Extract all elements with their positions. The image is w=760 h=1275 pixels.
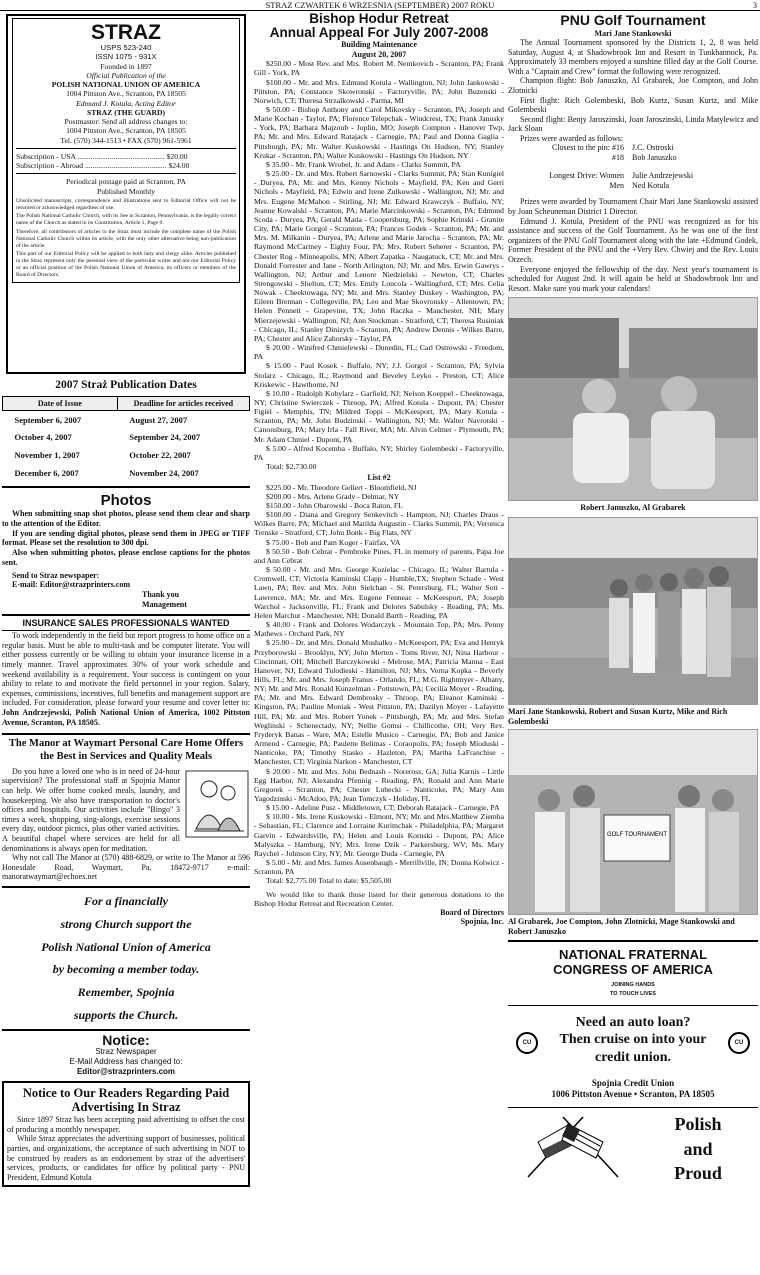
credit-union-address: 1006 Pittston Avenue • Scranton, PA 18505 xyxy=(551,1088,715,1099)
loan-line1: Need an auto loan? xyxy=(575,1014,691,1030)
retreat-date: August 20, 2007 xyxy=(351,49,407,59)
list2-total: Total: $2,775.00 Total to date: $5,505.00 xyxy=(266,876,392,886)
manor-p2: Why not call The Manor at (570) 488-6829, or write to The Manor at 596 Honesdale Road, Waymart, Pa. 18472-9717 e-mail: manoratwaymart@echoes.net xyxy=(2,853,250,882)
golf-author: Mari Jane Stankowski xyxy=(594,28,672,38)
list-item xyxy=(522,143,758,153)
slogan-line: Polish National Union of America xyxy=(41,939,211,954)
manor-title: The Manor at Waymart Personal Care Home Offers the Best in Services and Quality Meals xyxy=(2,733,250,764)
support-slogan xyxy=(2,886,250,1031)
donor-entry: $150.00 - John Obarowski - Boca Raton, FL xyxy=(266,501,403,510)
photos-email: E-mail: Editor@strazprinters.com xyxy=(12,580,131,590)
middle-column xyxy=(254,12,504,1274)
credit-union-logo-right: CU xyxy=(728,1032,750,1054)
golf-p5: Prizes were awarded as follows: xyxy=(520,133,624,143)
photo-2-caption: Mari Jane Stankowski, Robert and Susan Kurtz, Mike and Rich Golembeski xyxy=(508,707,728,726)
donor-entry: $ 50.50 - Bob Cebrat - Pembroke Pines, FL in memory of parents, Papa Joe and Ann Cebrat xyxy=(254,546,504,565)
slogan-line: For a financially xyxy=(83,893,168,908)
photos-p2: If you are sending digital photos, please send them in JPEG or TIFF format. Please set the resolution to 300 dpi. xyxy=(2,528,250,548)
nfca-tagline1: JOINING HANDS xyxy=(611,981,655,988)
retreat-building: Building Maintenance xyxy=(341,40,417,50)
subscription-abroad: Subscription - Abroad ........................................... $24.00 xyxy=(16,161,190,170)
prize-winner: Ned Kotula xyxy=(632,181,670,191)
donor-entry: $ 10.00 - Ms. Irene Kuskowski - Elmont, NY; Mr. and Mrs.Matthew Ziemba - Sebastian, FL; Clarence and Lorraine Kurimchak - Philadelphia, PA; Margaret Garvin - Edwardsville, PA; Helen and Louis Kornski - Dupont, PA; Alice Malyszka - Hamburg, NY; Mrs. Irene Dzik - Parkersburg, WV; Ms. Mary Raychel - Johnson City, NY; Mr. George Duda - Carnegie, PA xyxy=(254,812,504,858)
signature-board: Board of Directors xyxy=(440,907,504,917)
table-row xyxy=(3,447,250,465)
insurance-body xyxy=(2,631,250,727)
deadline-date: October 22, 2007 xyxy=(129,450,191,461)
editorial-policy-3: Therefore, all contributors of articles to the Straz must include the complete name of the Polish National Catholic Church within its article, with the only other alternative being non-publication of the article. xyxy=(16,229,236,249)
deadline-date: August 27, 2007 xyxy=(129,414,188,425)
issn-number: ISSN 1075 - 931X xyxy=(95,52,157,62)
golf-photo-1 xyxy=(508,297,758,501)
polish-proud-ad xyxy=(508,1107,758,1185)
golf-p7: Edmund J. Kotula, President of the PNU was recognized as for his assistance and success of the Golf Tournament. As he was one of the first organizers of the PNU Golf Tournament along with the late +Edmund Godek, Former President of the PNU and the +Very Rev. Chwiej and the Rev. Louis Orzech. xyxy=(508,216,758,265)
retreat-subtitle: Annual Appeal For July 2007-2008 xyxy=(269,25,489,41)
list-item xyxy=(522,163,758,171)
prize-winner: Julie Andrzejewski xyxy=(632,171,694,181)
issue-date: December 6, 2007 xyxy=(14,468,79,479)
golf-p4: Second flight: Benjy Jaroszinski, Joan Jaroszinski, Linda Matylewicz and Jack Sloan xyxy=(508,114,758,134)
notice-email: Editor@strazprinters.com xyxy=(76,1066,176,1076)
masthead-box xyxy=(6,14,246,374)
notice-line2: E-Mail Address has changed to: xyxy=(69,1056,183,1066)
nfca-line1: NATIONAL FRATERNAL xyxy=(558,947,708,963)
loan-line2: Then cruise on into your xyxy=(559,1032,707,1048)
golf-p1: The Annual Tournament sponsored by the Districts 1, 2, 8 was held Saturday, August 4, at Shadowbrook Inn and Resort in Tunkhannock, Pa. Approximately 33 members enjoyed a sunshine filled day at the Golf Course. With a "Captain and Crew" format the following were recognized. xyxy=(508,37,758,76)
readers-title: Notice to Our Readers Regarding Paid Advertising In Straz xyxy=(22,1085,230,1115)
golf-p6: Prizes were awarded by Tournament Chair Mari Jane Stankowski assisted by Joan Scheuneman District 1 Director. xyxy=(508,197,758,217)
donor-entry: $ 10.00 - Rudolph Kobylarz - Garfield, NJ; Nelson Koeppel - Cheektowaga, NY; Christine Swierczek - Throop, PA; Alfred Kotula - Dupont, PA; Chester Figiel - Memphis, TN; Mildred Toppi - McKeesport, PA; Mary Kotula - Scranton, PA; Mr. John Budzinski - Wallington, NJ; Mr. Walter Navrotski - Canonsburg, PA; Mary Irla - Fall River, MA; Mr. Alvin Celmer - Plymouth, PA; Mr. Adam Chmiel - Dupont, PA xyxy=(254,388,504,444)
acting-editor: Edmund J. Kotula, Acting Editor xyxy=(76,98,176,108)
photos-thanks: Thank you xyxy=(142,590,180,600)
prize-category: #18 xyxy=(612,153,624,163)
tel-fax: Tel. (570) 344-1513 • FAX (570) 961-5961 xyxy=(60,135,192,145)
founded: Founded in 1897 xyxy=(100,61,152,71)
donor-entry: $ 50.00 - Bishop Anthony and Carol Mikovsky - Scranton, PA; Joseph and Marie Kochan - Taylor, PA; Florence Telepchak - Windcrest, TX; Frank Janusky - York, PA; Barbara Majzoub - Joplin, MO; Joseph Compton - Hanover Twp, PA; Mr. and Mrs. Edward Ratajack - Carnegie, PA; Paul and Donna Gaglia - Pittsburgh, PA; Mr. Walter Kuskowski - Hastings On Hudson, NY; Stanley Krukar - Scranton, PA; Walter Kuskowski - Hastings On Hudson, NY xyxy=(254,105,504,160)
donor-entry: $ 25.00 - Dr. and Mrs. Donald Mushalko - McKeesport, PA; Eva and Henryk Przyborowski - Brooklyn, NY; John Merten - Toms River, NJ; Nina Harbour - Cincinnati, OH; Mitchell Barczykowski - Melrose, MA; Patricia Manna - East Hanover, NJ; Edward Tulodieski - Hamilton, NJ; Mrs. Verna Kopka - Beverly Hills, FL; Mr. and Mrs. Joseph Franus - Orlando, FL; M.G. Rightmyer - Albany, NY; Mr. and Mrs. Ronald Kunzelman - Pottstown, PA; Cecilia Moyer - Reading, PA; Mr. and Mrs. Edward Dembrosky - Throop, PA; Eleanor Kaminski - Kingston, PA; Pauline Moniak - West Pittston, PA; Dazilyn Moyer - Lafayette Hill, PA; Mr. and Mrs. Robert Yonek - Pittsburgh, PA; Mr. and Mrs. Stefan Weglinski - Schenectady, NY; Nellie Gomsi - Chillicothe, OH; Very Rev. Fryderyk Banas - Ware, MA; Estelle Musico - Carnegie, PA; Bob and Janice Armend - Carnegie, PA; Paulette Belimas - Coraopolis, PA; Joseph Mioduski - Nanticoke, PA; Timothy Stasko - Hazleton, PA; Martha LaFranchise - Manchester, CT; Virginia Narkon - Manchester, CT xyxy=(254,638,504,767)
slogan-line: by becoming a member today. xyxy=(52,962,200,977)
list2-title: List #2 xyxy=(367,473,391,483)
slogan-line: Remember, Spojnia xyxy=(77,985,175,1000)
prize-category: Closest to the pin: #16 xyxy=(552,143,624,153)
readers-p2: While Straz appreciates the advertising support of businesses, political parties, and organizations, the acceptance of such advertising in NOT to be construed by readers as an endorsement by straz of the advertisers' services, products, or candidates for office by political party - PNU President, Edmund Kotula xyxy=(7,1134,245,1182)
slogan-line: supports the Church. xyxy=(73,1007,179,1022)
manor-p1: Do you have a loved one who is in need of 24-hour supervision? The professional staff at Spojnia Manor can help. We offer home cooked meals, laundry, and housekeeping. We also have transportation to doctor's offices and hospitals. Our activities include "Bingo" 3 times a week, shopping, sing-alongs, exercise sessions every day, outdoor picnics, plus other varied activities. A beautiful chapel where services are held for all denominations is always open for meditation. xyxy=(2,766,180,853)
donor-entry: $ 5.00 - Mr. and Mrs. James Ausenbaugh - Merrillville, IN; Donna Kolwicz - Scranton, PA xyxy=(254,858,504,877)
pub-dates-table xyxy=(2,396,250,483)
donor-entry: $ 20.00 - Mr. and Mrs. John Bednash - Noreross, GA; Julia Karnis - Little Egg Harbor, NJ; Alexandra Pfennig - Reading, PA; Ronald and Ann Marie Gregorek - Scranton, PA; Chester Lubecki - Nanticoke, PA; Mary Ann Yagodzinski - McAdoo, PA; Jean Tomczyk - Holiday, FL xyxy=(254,766,504,803)
golf-photo-2-image xyxy=(509,518,758,705)
photo-1-caption: Robert Januszko, Al Grabarek xyxy=(580,503,686,513)
donor-entry: $ 20.00 - Winifred Chmielewski - Dunedin, FL; Carl Ostrowski - Freedom, PA xyxy=(254,343,504,362)
editorial-policy-4: This part of our Editorial Policy will be applied to both laity and clergy alike. Articles published in the Straz represent only the personal view of the particular writer and not our Editorial Policy or an official position of the Polish National Union of America, its officers or members of the Board of Directors. xyxy=(16,251,236,278)
readers-p1: Since 1897 Straz has been accepting paid advertising to offset the cost of producing a monthly newspaper. xyxy=(7,1115,245,1134)
postmaster-address: 1004 Pittston Ave., Scranton, PA 18505 xyxy=(66,126,186,136)
header-title: STRAZ CZWARTEK 6 WRZESNIA (SEPTEMBER) 2007 ROKU xyxy=(265,0,495,10)
prize-list xyxy=(508,143,758,191)
list-item xyxy=(522,171,758,181)
credit-union-ad xyxy=(508,1005,758,1100)
crossed-flags-icon xyxy=(508,1112,638,1182)
photos-send: Send to Straz newspaper: xyxy=(12,570,100,580)
readers-notice-box xyxy=(2,1081,250,1188)
donor-entry: $ 50.00 - Mr. and Mrs. George Kozielac - Chicago, IL; Walter Bartula - Cromwell, CT; Victoria Kaminski Clapp - Humble,TX; Stephen Schade - West Lawn, PA; Rev. and Mrs. John Sielchan - St. Petersburg, FL; Walter Sott - Lawrence, MA; Mr. and Mrs. Eugene Fenneac - McKeesport, PA; Joseph Warchol - Jacksonville, FL; Frank and Delores Sabulsky - Reading, PA; Ms. Helen Marchut - Manchester, NH; Donald Barth - Reading, PA xyxy=(254,565,504,620)
donor-list-2 xyxy=(254,483,504,877)
donor-entry: $ 75.00 - Bob and Pam Koger - Fairfax, VA xyxy=(266,537,401,547)
table-row xyxy=(3,465,250,483)
list-item xyxy=(522,153,758,163)
golf-photo-3 xyxy=(508,729,758,915)
retreat-title: Bishop Hodur Retreat xyxy=(309,12,449,26)
published-monthly: Published Monthly xyxy=(96,186,155,196)
org-address: 1004 Pittston Ave., Scranton, PA 18505 xyxy=(66,89,186,99)
golf-title: PNU Golf Tournament xyxy=(560,12,706,28)
periodical-postage: Periodical postage paid at Scranton, PA xyxy=(66,177,186,187)
issue-date: October 4, 2007 xyxy=(14,432,72,443)
issue-date: November 1, 2007 xyxy=(14,450,80,461)
donor-entry: $100.00 - Diana and Gregory Senkevitch - Hampton, NJ; Charles Draus - Wilkes Barre, PA; Michael and Matilda Augustin - Clarks Summit, PA; Veronica Trenske - Stratford, CT; John Bonk - Big Flats, NY xyxy=(254,510,504,538)
deadline-date: September 24, 2007 xyxy=(129,432,201,443)
donor-entry: $ 25.00 - Dr. and Mrs. Robert Sarnowski - Clarks Summit, PA; Stan Kunigiel - Duryea, PA; Mr. and Mrs. Kenny Nichols - Mayfield, PA; Ken and Gerri Nichols - Mayfield, PA; Edwin and Irene Zulkowski - Wallington, NJ; Mr. and Mrs. Eugene McMahon - Stirling, NJ; Mr. Edward Krawczyk - Buffalo, NY; Jeanne Kowalski - Scranton, PA; Marie Marcinkowski - Scranton, PA; Edmund Scoda - Duryea, PA; Gerald Matla - Coopersburg, PA; Sophie Krinski - Granite City, PA; Marie Gorgol - Scranton, PA; Frances Godek - Scranton, PA; Mr. and Mrs. M. Milkanin - Duryea, PA; Arlene and Marie Jarocha - Scranton, PA; Mr. Raymond McCartney - Eighty Four, PA; Mrs. Robert Seherer - Scranton, PA; Chester Rog - Minneapolis, MN; Albert Zapatka - Naugatuck, CT; Mr. and Mrs. Donald Forrester and Jane - North Arlington, NJ; Mr. and Mrs. Erwin Gawrys - Wallington, NJ; Arthur and Lenore Niedzielski - Newton, CT; Charles Strengowski - Shelton, CT; Mrs. Emily Loncola - Wallingford, CT; Mrs. Celia Nowak - Cheektowaga, NY; Mr. and Mrs. Stanley Duskey - Washington, PA; Eileen Brennan - Collegeville, PA; Leo and Mae Skovronsky - Allentown, PA; Helen Pennett - Grapevine, TX; John Raczka - Manchester, NH; Mary Mierzejewski - Wallington, NJ; Ann Stockman - Stratford, CT; Theresa Rusiniak - Chicago, IL; Stanley Dinizych - Scranton, PA; Andrew Dennis - Wilkes Barre, PA; Chester and Alice Zahorsky - Taylor, PA xyxy=(254,169,504,343)
notice-line1: Straz Newspaper xyxy=(95,1046,157,1056)
golf-photo-1-image xyxy=(509,298,758,501)
insurance-text: To work independently in the field but report progress to home office on a regular basis. Must be able to multi-task and be computer literate. You will either possess currently or be willing to obtain your insurance license in a timely manner. Travel approximates 30% of your work schedule and weekend availability is a requirement. Your success is contingent on your ability to relate to and motivate the field personnel in your region. Salary, expenses, commissions, incentives, full benefits and management support are included. For consideration, please forward your resume and cover letter to: xyxy=(2,631,250,708)
org-name: POLISH NATIONAL UNION OF AMERICA xyxy=(51,80,201,89)
loan-line3: credit union. xyxy=(595,1049,671,1065)
golf-p2: Champion flight: Bob Januszko, Al Grabarek, Joe Compton, and John Zlotnicki xyxy=(508,76,758,95)
photos-title: Photos xyxy=(100,491,152,509)
donor-entry: $ 15.00 - Paul Kosek - Buffalo, NY; J.J. Gorgol - Scranton, PA; Sylvia Stolarz - Chicago, IL; Raymond and Beveley Leyko - Preston, CT; Alice Kriskewic - Hawthorne, NJ xyxy=(254,361,504,389)
photos-p3: Also when submitting photos, please enclose captions for the photos sent. xyxy=(2,548,250,567)
deadline-date: November 24, 2007 xyxy=(129,468,199,479)
photo-3-caption: Al Grabarek, Joe Compton, John Zlotnicki, Mage Stankowski and Robert Januszko xyxy=(508,917,735,936)
credit-union-name: Spojnia Credit Union xyxy=(591,1078,675,1089)
prize-winner: J.C. Ostroski xyxy=(632,143,674,153)
pub-dates-col1: Date of Issue xyxy=(3,396,118,410)
prize-category: Longest Drive: Women xyxy=(549,171,624,181)
notice-title: Notice: xyxy=(102,1031,150,1048)
polish-word: Polish xyxy=(674,1114,722,1135)
donor-entry: $100.00 - Mr. and Mrs. Edmund Kotula - Wallington, NJ; John Jankowski - Pittston, PA; Constance Skowronski - Factoryville, PA; John Buzenski - Norwich, CT; Theresa Strzalkowski - Parma, MI xyxy=(254,77,504,105)
page-header xyxy=(0,0,760,11)
nfca-line2: CONGRESS OF AMERICA xyxy=(553,961,713,977)
donor-entry: $225.00 - Mr. Theodore Gellert - Bloomfield, NJ xyxy=(266,482,417,492)
donor-entry: $ 35.00 - Mr. Frank Wrobel, Jr. and Adam - Clarks Summit, PA xyxy=(266,159,461,169)
golf-photo-3-image xyxy=(509,730,758,915)
donor-entry: $ 5.00 - Alfred Kocemba - Buffalo, NY; Shirley Golembeski - Factoryville, PA xyxy=(254,443,504,462)
photos-mgmt: Management xyxy=(142,599,187,609)
table-row xyxy=(3,411,250,429)
donor-entry: $200.00 - Mrs. Arlene Grady - Delmar, NY xyxy=(266,491,400,501)
editorial-policy-2: The Polish National Catholic Church, with its See in Scranton, Pennsylvania, is the legally correct name of the Church as stated in its Constitution, Article 1, Page 9. xyxy=(16,213,236,227)
golf-photo-2 xyxy=(508,517,758,705)
credit-union-logo-left: CU xyxy=(516,1032,538,1054)
retreat-thanks: We would like to thank those listed for their generous donations to the Bishop Hodur Retreat and Recreation Center. xyxy=(254,889,504,908)
official-line: Official Publication of the xyxy=(86,70,166,80)
donor-entry: $250.00 - Most Rev. and Mrs. Robert M. Nemkovich - Scranton, PA; Frank Gill - York, PA xyxy=(254,59,504,78)
right-column xyxy=(508,12,758,1274)
donor-entry: $ 15.00 - Adeline Pusz - Middletown, CT; Deborah Ratajack - Carnegie, PA xyxy=(266,803,500,813)
manor-illustration xyxy=(184,769,250,839)
nfca-title xyxy=(508,940,758,977)
guard-line: STRAZ (THE GUARD) xyxy=(86,107,166,117)
donor-list-1 xyxy=(254,59,504,462)
masthead-title: STRAZ xyxy=(91,21,161,44)
insurance-contact: John Andrzejewski, Polish National Union of America, 1002 Pittston Avenue, Scranton, PA 18505. xyxy=(2,708,250,727)
subscription-usa: Subscription - USA .............................................. $20.00 xyxy=(16,151,188,161)
and-word: and xyxy=(683,1138,713,1159)
golf-p8: Everyone enjoyed the fellowship of the day. Next year's tournament is scheduled for August 2nd. It will again be held at Shadowbrook Inn and Resort. Make sure you mark your calendars! xyxy=(508,264,758,293)
insurance-title: INSURANCE SALES PROFESSIONALS WANTED xyxy=(2,614,250,632)
donor-entry: $ 40.00 - Frank and Dolores Wodarczyk - Mountain Top, PA; Mrs. Penny Mathews - Orchard Park, NY xyxy=(254,620,504,639)
list1-total: Total: $2,730.00 xyxy=(266,462,317,472)
left-column xyxy=(2,12,250,1274)
pub-dates-col2: Deadline for articles received xyxy=(117,396,249,410)
list-item xyxy=(522,181,758,191)
plaque-text: GOLF TOURNAMENT xyxy=(606,832,668,839)
prize-winner: Bob Januszko xyxy=(632,153,677,163)
golf-p3: First flight: Rich Golembeski, Bob Kurtz, Susan Kurtz, and Mike Golembeski xyxy=(508,95,758,115)
slogan-line: strong Church support the xyxy=(60,916,192,931)
proud-word: Proud xyxy=(674,1162,722,1183)
photos-p1: When submitting snap shot photos, please send them clear and sharp to the attention of the Editor. xyxy=(2,509,250,528)
pub-dates-title: 2007 Straż Publication Dates xyxy=(55,379,197,391)
page-number: 3 xyxy=(752,0,757,10)
signature-spojnia: Spojnia, Inc. xyxy=(460,917,504,927)
table-row xyxy=(3,429,250,447)
issue-date: September 6, 2007 xyxy=(14,414,82,425)
prize-category: Men xyxy=(609,181,624,191)
editorial-policy-1: Unsolicited manuscripts, correspondence and illustrations sent to Editorial Office will not be returned or acknowledged regardless of use. xyxy=(16,197,236,211)
postmaster-line: Postmaster: Send all address changes to: xyxy=(64,117,188,126)
nfca-tagline2: TO TOUCH LIVES xyxy=(610,990,656,997)
usps-number: USPS 523-240 xyxy=(100,43,152,52)
